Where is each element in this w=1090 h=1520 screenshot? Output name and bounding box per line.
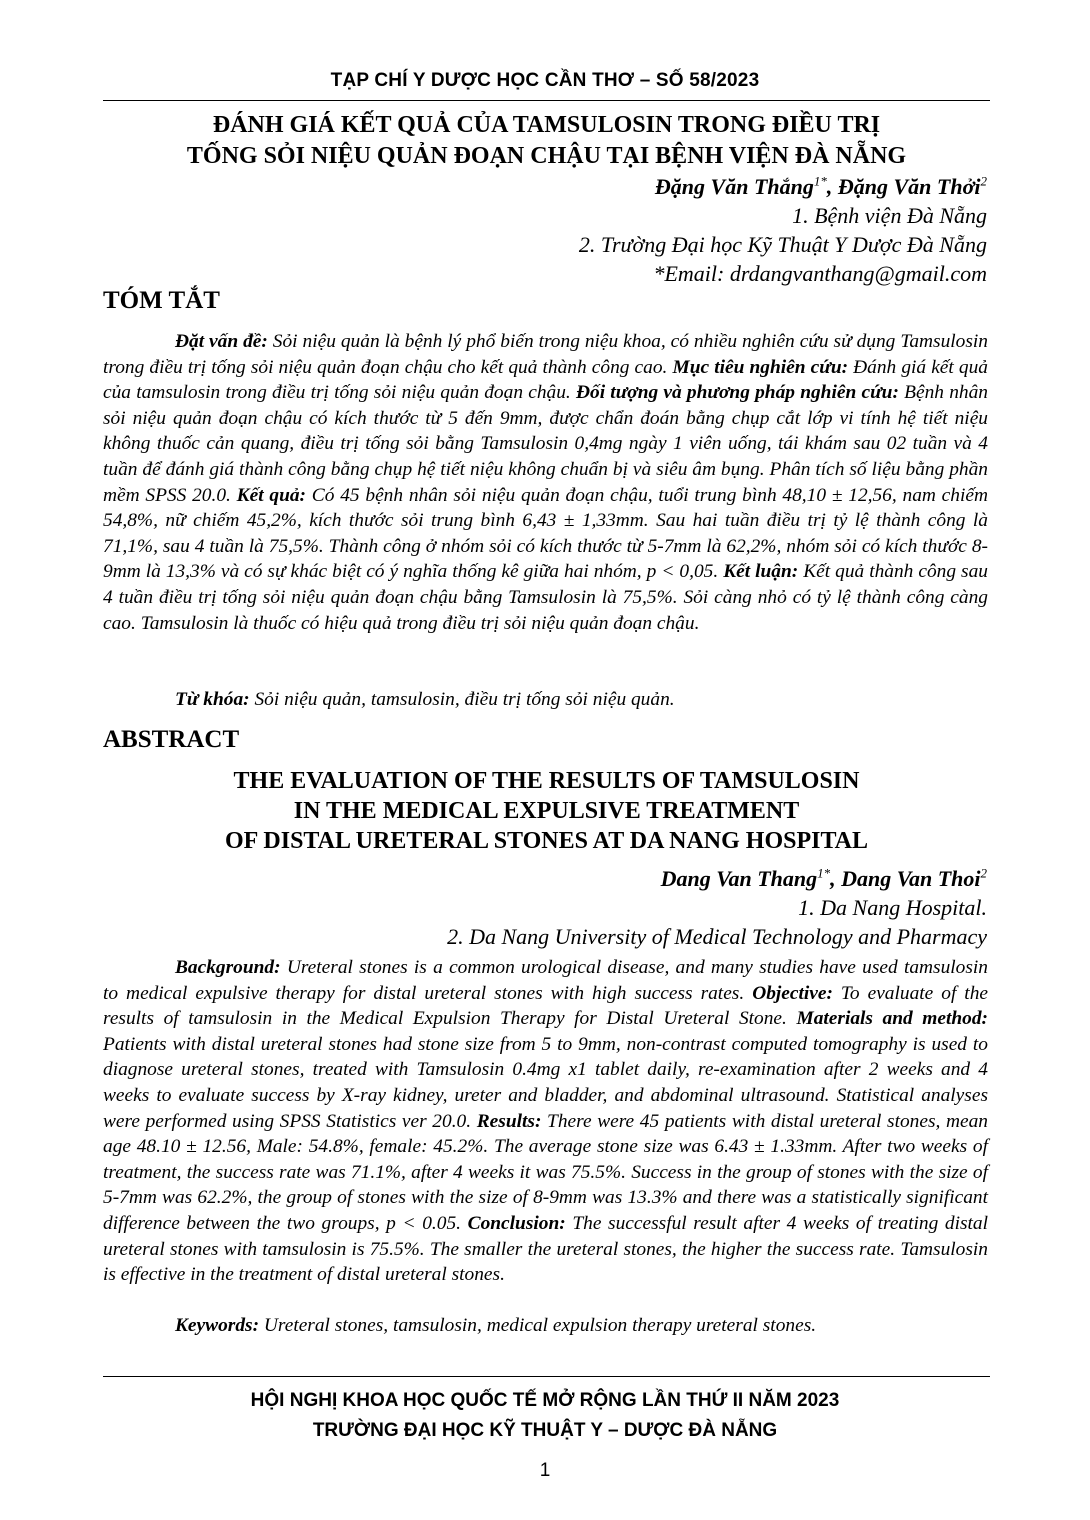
vn-background-label: Đặt vấn đề:	[175, 331, 268, 352]
page-number: 1	[539, 1460, 551, 1481]
en-methods-label: Materials and method	[796, 1008, 982, 1030]
header-divider	[103, 100, 990, 101]
vn-keywords-label: Từ khóa:	[175, 689, 250, 710]
vn-objective-text: Đánh giá kết quả của tamsulosin trong điều trị tống sỏi niệu quản đoạn chậu.	[103, 356, 988, 404]
en-author-1-sup: 1*	[817, 865, 831, 881]
en-conclusion-label: Conclusion	[467, 1212, 560, 1234]
vn-email: *Email: drdangvanthang@gmail.com	[653, 261, 987, 286]
vn-methods-label: Đối tượng và phương pháp nghiên cứu:	[576, 382, 899, 404]
vn-conclusion-text: Kết quả thành công sau 4 tuần điều trị tống sỏi niệu quản đoạn chậu bằng Tamsulosin là 75,5%. Sỏi càng nhỏ có tỷ lệ thành công càng cao. Tamsulosin là thuốc có hiệu quả trong điều trị sỏi niệu quản đoạn chậu.	[103, 561, 988, 634]
en-title-line-1: THE EVALUATION OF THE RESULTS OF TAMSULOSIN	[233, 768, 860, 794]
en-author-block	[447, 864, 987, 951]
en-abstract-paragraph	[103, 955, 988, 1288]
vn-title	[103, 110, 990, 172]
en-methods-colon: :	[981, 1008, 988, 1030]
en-keywords-label: Keywords:	[175, 1315, 260, 1336]
vn-affiliation-1: 1. Bệnh viện Đà Nẵng	[792, 203, 987, 228]
footer-line-1: HỘI NGHỊ KHOA HỌC QUỐC TẾ MỞ RỘNG LẦN THỨ II NĂM 2023	[250, 1390, 840, 1411]
vn-objective-label: Mục tiêu nghiên cứu:	[672, 356, 849, 378]
journal-header: TẠP CHÍ Y DƯỢC HỌC CẦN THƠ – SỐ 58/2023	[330, 70, 760, 91]
en-keywords	[103, 1313, 988, 1339]
en-author-2: Dang Van Thoi	[841, 866, 981, 891]
en-authors	[447, 864, 987, 893]
vn-section-heading: TÓM TẮT	[103, 287, 220, 314]
en-author-1: Dang Van Thang	[660, 866, 818, 891]
en-objective-text: To evaluate of the results of tamsulosin in the Medical Expulsion Therapy for Distal Ureteral Stone.	[103, 982, 988, 1030]
en-affiliation-2: 2. Da Nang University of Medical Technology and Pharmacy	[447, 924, 987, 949]
en-results-label: Results	[476, 1110, 535, 1132]
en-objective-label: Objective:	[752, 982, 833, 1004]
en-section-heading: ABSTRACT	[103, 726, 240, 753]
en-keywords-text: Ureteral stones, tamsulosin, medical expulsion therapy ureteral stones.	[259, 1315, 817, 1336]
en-conclusion-text: The successful result after 4 weeks of treating distal ureteral stones with tamsulosin is 75.5%. The smaller the ureteral stones, the higher the success rate. Tamsulosin is effective in the treatment of distal ureteral stones.	[103, 1212, 989, 1286]
en-affiliation-1: 1. Da Nang Hospital.	[798, 895, 987, 920]
footer-divider	[103, 1376, 990, 1377]
vn-title-line-2: TỐNG SỎI NIỆU QUẢN ĐOẠN CHẬU TẠI BỆNH VIỆN ĐÀ NẴNG	[186, 143, 907, 169]
en-results-text: There were 45 patients with distal ureteral stones, mean age 48.10 ± 12.56, Male: 54.8%, female: 45.2%. The average stone size was 6.43 ± 1.33mm. After two weeks of treatment, the success rate was 71.1%, after 4 weeks it was 75.5%. Success in the group of stones with the size of 5-7mm was 62.2%, the group of stones with the size of 8-9mm was 13.3% and there was a statistically significant difference between the two groups, p < 0.05.	[103, 1110, 988, 1234]
conference-footer	[0, 1386, 1090, 1446]
vn-results-label: Kết quả:	[236, 484, 307, 506]
en-author-separator: ,	[830, 866, 842, 891]
en-results-colon: :	[534, 1110, 542, 1132]
vn-author-2-sup: 2	[980, 173, 987, 189]
vn-keywords-text: Sỏi niệu quản, tamsulosin, điều trị tống sỏi niệu quản.	[249, 689, 675, 710]
vn-affiliation-2: 2. Trường Đại học Kỹ Thuật Y Dược Đà Nẵng	[578, 232, 987, 257]
vn-authors	[579, 172, 987, 201]
vn-author-separator: ,	[826, 174, 838, 199]
vn-methods-text: Bệnh nhân sỏi niệu quản đoạn chậu có kích thước từ 5 đến 9mm, được chẩn đoán bằng chụp cắt lớp vi tính hệ tiết niệu không thuốc cản quang, điều trị tống sỏi bằng Tamsulosin 0,4mg ngày 1 viên uống, tái khám sau 02 tuần và 4 tuần để đánh giá thành công bằng chụp hệ tiết niệu không chuẩn bị và siêu âm bụng. Phân tích số liệu bằng phần mềm SPSS 20.0.	[103, 382, 988, 506]
en-conclusion-colon: :	[559, 1212, 566, 1234]
en-title-line-2: IN THE MEDICAL EXPULSIVE TREATMENT	[293, 798, 800, 824]
en-author-2-sup: 2	[980, 865, 987, 881]
en-title	[103, 766, 990, 856]
vn-keywords	[103, 687, 988, 713]
vn-author-1: Đặng Văn Thắng	[654, 174, 814, 199]
footer-line-2: TRƯỜNG ĐẠI HỌC KỸ THUẬT Y – DƯỢC ĐÀ NẴNG	[312, 1420, 778, 1441]
vn-conclusion-label: Kết luận:	[723, 561, 799, 583]
vn-author-block	[579, 172, 987, 288]
vn-author-2: Đặng Văn Thởi	[837, 174, 981, 199]
vn-author-1-sup: 1*	[813, 173, 827, 189]
en-methods-text: Patients with distal ureteral stones had stone size from 5 to 9mm, non-contrast computed tomography is used to diagnose ureteral stones, treated with Tamsulosin 0.4mg x1 tablet daily, re-examination after 2 weeks and 4 weeks to evaluate success by X-ray kidney, ureter and bladder, and abdominal ultrasound. Statistical analyses were performed using SPSS Statistics ver 20.0.	[103, 1033, 988, 1132]
en-background-label: Background:	[175, 957, 281, 978]
vn-abstract-paragraph	[103, 329, 988, 636]
vn-title-line-1: ĐÁNH GIÁ KẾT QUẢ CỦA TAMSULOSIN TRONG ĐIỀU TRỊ	[212, 112, 881, 138]
en-background-text: Ureteral stones is a common urological disease, and many studies have used tamsulosin to medical expulsive therapy for distal ureteral stones with high success rates.	[103, 957, 988, 1004]
vn-results-text: Có 45 bệnh nhân sỏi niệu quản đoạn chậu, tuổi trung bình 48,10 ± 12,56, nam chiếm 54,8%, nữ chiếm 45,2%, kích thước sỏi trung bình 6,43 ± 1,33mm. Sau hai tuần điều trị tỷ lệ thành công là 71,1%, sau 4 tuần là 75,5%. Thành công ở nhóm sỏi có kích thước từ 5-7mm là 62,2%, nhóm sỏi có kích thước 8-9mm là 13,3% và có sự khác biệt có ý nghĩa thống kê giữa hai nhóm, p < 0,05.	[103, 484, 988, 583]
vn-background-text: Sỏi niệu quản là bệnh lý phổ biến trong niệu khoa, có nhiều nghiên cứu sử dụng Tamsulosin trong điều trị tống sỏi niệu quản đoạn chậu cho kết quả thành công cao.	[103, 331, 988, 378]
en-title-line-3: OF DISTAL URETERAL STONES AT DA NANG HOSPITAL	[224, 828, 869, 854]
